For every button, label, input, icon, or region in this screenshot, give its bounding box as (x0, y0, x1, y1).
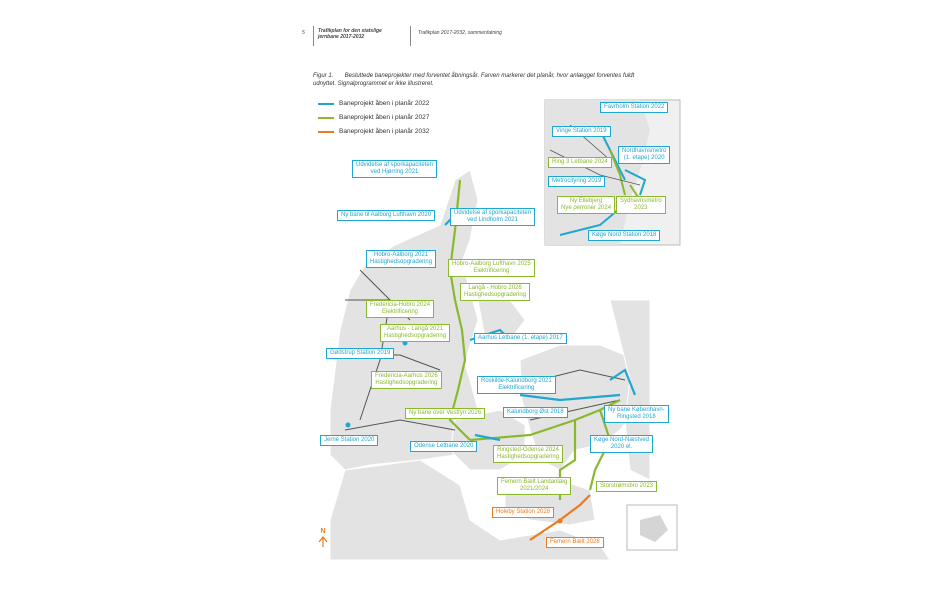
label-vestfyn: Ny bane over Vestfyn 2026 (405, 408, 485, 419)
label-lindholm: Udvidelse af sporkapaciteten ved Lindholm 2021 (450, 208, 535, 226)
figure-caption-text: Besluttede baneprojekter med forventet åbningsår. Farven markerer det planår, hvor anlægget forventes fuldt udnyttet. Signalprogrammet er ikke illustreret. (313, 73, 635, 87)
label-kalundborg-ost: Kalundborg Øst 2018 (503, 407, 568, 418)
label-langaa-hobro: Langå - Hobro 2026 Hastighedsopgradering (460, 283, 530, 301)
label-ringsted-odense: Ringsted-Odense 2024 Hastighedsopgradering (493, 445, 563, 463)
label-hobro-aalborg: Hobro-Aalborg 2021 Hastighedsopgradering (366, 250, 436, 268)
label-aarhus-letbane: Aarhus Letbane (1. etape) 2017 (474, 333, 567, 344)
label-metrocityring: Metrocityring 2019 (548, 176, 605, 187)
label-hobro-aalborg-lufthavn: Hobro-Aalborg Lufthavn 2025 Elektrificering (448, 259, 535, 277)
page-number: 5 (302, 30, 305, 36)
doc-title-line1: Trafikplan for den statslige (318, 28, 382, 34)
label-kbh-ringsted: Ny bane København- Ringsted 2018 (604, 405, 669, 423)
legend-label: Baneprojekt åben i planår 2032 (339, 128, 430, 135)
label-jerne: Jerne Station 2020 (320, 435, 378, 446)
label-koge-nord: Køge Nord Station 2018 (588, 230, 660, 241)
label-hjorring: Udvidelse af sporkapaciteten ved Hjørring 2021 (352, 160, 437, 178)
doc-title-line2: jernbane 2017-2032 (318, 34, 365, 40)
label-fredericia-aarhus: Fredericia-Aarhus 2026 Hastighedsopgradering (371, 371, 442, 389)
station-dot-holeby (558, 519, 563, 524)
north-arrow-icon (319, 537, 327, 547)
label-aarhus-langaa: Aarhus - Langå 2021 Hastighedsopgradering (380, 324, 450, 342)
label-femern: Femern Bælt 2028 (546, 537, 604, 548)
label-holeby: Holeby Station 2028 (492, 507, 554, 518)
label-fredericia-hobro: Fredericia-Hobro 2024 Elektrificering (366, 300, 434, 318)
legend-label: Baneprojekt åben i planår 2022 (339, 100, 430, 107)
legend-label: Baneprojekt åben i planår 2027 (339, 114, 430, 121)
figure-label: Figur 1. (313, 73, 334, 79)
label-aalborg-lufthavn: Ny bane til Aalborg Lufthavn 2020 (337, 210, 435, 221)
label-ring3: Ring 3 Letbane 2024 (548, 157, 612, 168)
label-storstromsbro: Storstrømsbro 2023 (596, 481, 657, 492)
doc-subtitle: Trafikplan 2017-2032, sammenfatning (418, 30, 502, 36)
label-ellebjerg: Ny Ellebjerg Nye perroner 2024 (557, 196, 615, 214)
station-dot-jerne (346, 423, 351, 428)
north-label: N (320, 528, 326, 535)
label-sydhavn: Sydhavnsmetro 2023 (616, 196, 666, 214)
label-odense-letbane: Odense Letbane 2020 (410, 441, 477, 452)
label-koge-naestved: Køge Nord-Næstved 2020 el. (590, 435, 653, 453)
label-roskilde-kalundborg: Roskilde-Kalundborg 2021 Elektrificering (477, 376, 556, 394)
label-godstrup: Gødstrup Station 2019 (326, 348, 394, 359)
label-vinge: Vinge Station 2019 (552, 126, 611, 137)
label-nordhavn: Nordhavnsmetro (1. etape) 2020 (618, 146, 670, 164)
label-favrholm: Favrholm Station 2022 (600, 102, 668, 113)
label-femern-landanlaeg: Femern Bælt Landanlæg 2021/2024 (497, 477, 571, 495)
